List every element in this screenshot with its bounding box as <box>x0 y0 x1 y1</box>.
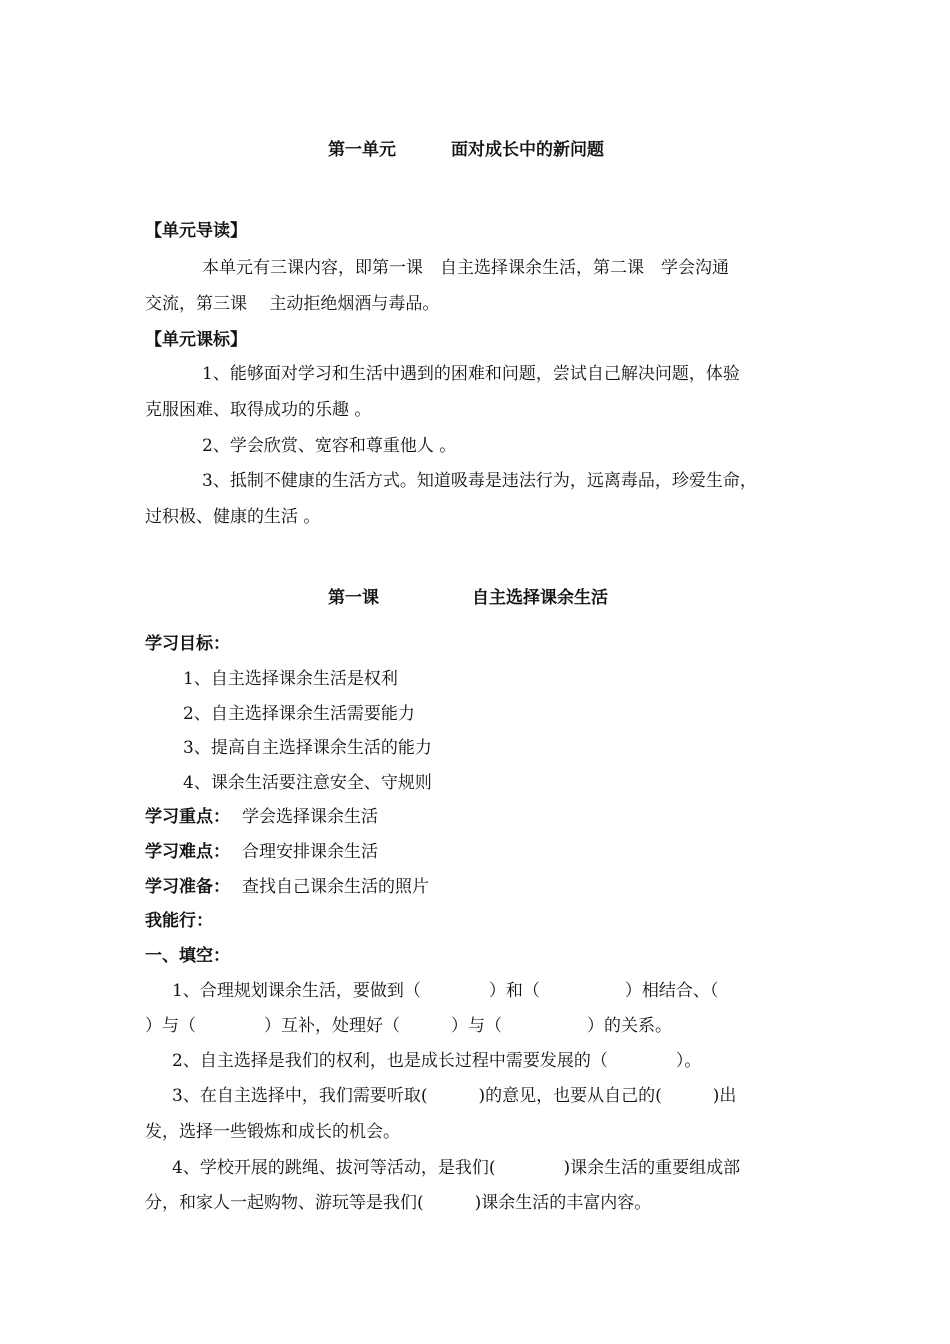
question-2: 2、自主选择是我们的权利，也是成长过程中需要发展的（ ）。 <box>172 1051 702 1071</box>
lesson-title-text: 自主选择课余生活 <box>472 588 608 608</box>
prep-text: 查找自己课余生活的照片 <box>242 877 429 897</box>
unit-standard-3b: 过积极、健康的生活 。 <box>145 507 321 527</box>
unit-standard-3a: 3、抵制不健康的生活方式。知道吸毒是违法行为，远离毒品，珍爱生命， <box>202 471 757 491</box>
unit-guide-heading: 【单元导读】 <box>145 221 247 241</box>
goals-heading: 学习目标： <box>145 634 230 654</box>
unit-guide-line-1: 本单元有三课内容，即第一课 自主选择课余生活，第二课 学会沟通 <box>202 258 729 278</box>
goal-item: 4、课余生活要注意安全、守规则 <box>183 773 432 793</box>
unit-title-number: 第一单元 <box>328 140 396 160</box>
fill-blank-heading: 一、填空： <box>145 946 230 966</box>
question-4a: 4、学校开展的跳绳、拔河等活动，是我们( )课余生活的重要组成部 <box>172 1158 741 1178</box>
unit-title-text: 面对成长中的新问题 <box>451 140 604 160</box>
goal-item: 2、自主选择课余生活需要能力 <box>183 704 415 724</box>
unit-standard-1b: 克服困难、取得成功的乐趣 。 <box>145 400 372 420</box>
difficulty-text: 合理安排课余生活 <box>242 842 378 862</box>
prep-label: 学习准备： <box>145 877 230 897</box>
goal-item: 3、提高自主选择课余生活的能力 <box>183 738 432 758</box>
focus-text: 学会选择课余生活 <box>242 807 378 827</box>
unit-standard-1a: 1、能够面对学习和生活中遇到的困难和问题，尝试自己解决问题，体验 <box>202 364 740 384</box>
question-4b: 分，和家人一起购物、游玩等是我们( )课余生活的丰富内容。 <box>145 1193 652 1213</box>
question-1a: 1、合理规划课余生活，要做到（ ）和（ ）相结合、（ <box>172 981 719 1001</box>
focus-label: 学习重点： <box>145 807 230 827</box>
question-3a: 3、在自主选择中，我们需要听取( )的意见，也要从自己的( )出 <box>172 1086 737 1106</box>
question-3b: 发，选择一些锻炼和成长的机会。 <box>145 1122 400 1142</box>
question-1b: ）与（ ）互补，处理好（ ）与（ ）的关系。 <box>145 1016 672 1036</box>
unit-guide-line-2: 交流，第三课 主动拒绝烟酒与毒品。 <box>145 294 440 314</box>
difficulty-label: 学习难点： <box>145 842 230 862</box>
lesson-title-number: 第一课 <box>328 588 379 608</box>
can-do-heading: 我能行： <box>145 911 213 931</box>
unit-standard-heading: 【单元课标】 <box>145 330 247 350</box>
goal-item: 1、自主选择课余生活是权利 <box>183 669 398 689</box>
unit-standard-2: 2、学会欣赏、宽容和尊重他人 。 <box>202 436 457 456</box>
